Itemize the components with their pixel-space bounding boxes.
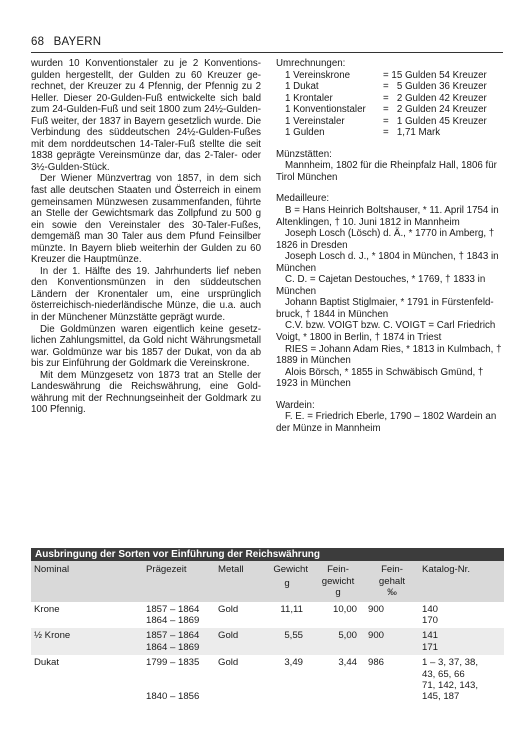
- cell-metall: Gold: [215, 628, 263, 655]
- page-header: [31, 36, 107, 48]
- conversion-value: = 15 Gulden 54 Kreuzer: [383, 69, 487, 81]
- cell-feingewicht: 5,00: [311, 628, 365, 655]
- cell-metall: Gold: [218, 657, 239, 669]
- medailleure-section: [276, 193, 504, 389]
- cell-feingewicht: 10,00: [332, 603, 357, 615]
- conversion-list: [276, 70, 504, 139]
- cell-gewicht: 5,55: [263, 628, 311, 655]
- paragraph: Mit dem Münzgesetz von 1873 trat an Stelle der Landeswährung die Reichswährung, eine Goldwährung mit der Rechnungseinheit der Goldmark zu 100 Pfennig.: [31, 369, 261, 416]
- conversion-unit: 1 Krontaler: [285, 92, 333, 104]
- medailleur-entry: B = Hans Heinrich Boltshauser, * 11. April 1754 in Altenklingen, † 10. Juni 1812 in Mannheim: [276, 205, 499, 228]
- cell-nominal: ½ Krone: [31, 628, 143, 655]
- cell-zeit: 1857 – 1864 1864 – 1869: [143, 628, 215, 655]
- cell-zeit: 1857 – 1864 1864 – 1869: [146, 603, 200, 627]
- right-column: [276, 58, 504, 434]
- umrechnungen-heading: Umrechnungen:: [276, 58, 346, 69]
- conversion-unit: 1 Vereinskrone: [285, 69, 351, 81]
- cell-katalog: 140 170: [422, 603, 439, 627]
- medailleur-entry: Joseph Losch d. J., * 1804 in München, † 1843 in München: [276, 251, 499, 274]
- table-row: [31, 655, 504, 705]
- col-gewicht-unit: g: [284, 577, 290, 589]
- col-gewicht-label: Gewicht: [273, 564, 308, 576]
- cell-zeit: 1799 – 1835 1840 – 1856: [146, 657, 200, 703]
- col-metall: Metall: [215, 561, 263, 601]
- left-column: [31, 58, 261, 416]
- cell-feingehalt: 900: [365, 628, 419, 655]
- ausbringung-table: [31, 548, 504, 705]
- conversion-value: = 5 Gulden 36 Kreuzer: [383, 81, 487, 93]
- table-row: [31, 628, 504, 655]
- col-nominal: Nominal: [31, 561, 143, 601]
- paragraph: Der Wiener Münzvertrag von 1857, in dem sich fast alle deutschen Staaten und Österreich in einem gemeinsamen Münzwesen zusammenfanden, führte an Stelle der Gewichtsmark das Zollpfund zu 500 g ein sowie den Vereinstaler des 30-Taler-Fußes, demgemäß man 30 Taler aus dem Pfund Feinsilber münzte. In Bayern blieb weiterhin der Gulden zu 60 Kreuzer die Hauptmünze.: [31, 173, 261, 266]
- paragraph: Die Goldmünzen waren eigentlich keine gesetzlichen Zahlungsmittel, da Gold nicht Währungsmetall war. Goldmünze war bis 1857 der Dukat, von da ab bis zur Einführung der Goldmark die Vereinskrone.: [31, 323, 261, 370]
- table-row: [31, 602, 504, 629]
- medailleur-entry: C. D. = Cajetan Destouches, * 1769, † 1833 in München: [276, 274, 486, 297]
- cell-nominal: Dukat: [34, 657, 60, 669]
- paragraph: In der 1. Hälfte des 19. Jahrhunderts lief neben den Konventionsmünzen in den süddeutschen Ländern der Kronentaler um, eine ursprünglich österreichisch-niederländische Münze, die u.a. auch in der Münchener Münzstätte geprägt wurde.: [31, 265, 261, 324]
- conversion-value: = 2 Gulden 42 Kreuzer: [383, 92, 487, 104]
- header-rule: [31, 52, 503, 53]
- table-title: Ausbringung der Sorten vor Einführung der Reichswährung: [31, 548, 504, 561]
- table-header-row: [31, 561, 504, 601]
- muenzstaetten-text: Mannheim, 1802 für die Rheinpfalz Hall, 1806 für Tirol München: [276, 160, 497, 183]
- cell-gewicht: 11,11: [280, 603, 303, 615]
- page-number: 68: [31, 36, 45, 48]
- cell-katalog: 1 – 3, 37, 38, 43, 65, 66 71, 142, 143, 145, 187: [422, 657, 479, 703]
- wardein-text: F. E. = Friedrich Eberle, 1790 – 1802 Wardein an der Münze in Mannheim: [276, 411, 497, 434]
- muenzstaetten-heading: Münzstätten:: [276, 148, 332, 160]
- cell-feingehalt: 986: [368, 657, 385, 669]
- col-feingewicht-label: Fein- gewicht: [321, 564, 355, 587]
- paragraph: wurden 10 Konventionstaler zu je 2 Konventionsgulden hergestellt, der Gulden zu 60 Kreuzer gerechnet, der Kreuzer zu 4 Pfennig, der Pfennig zu 2 Heller. Dieser 20-Gulden-Fuß entwickelte sich bald zum 24-Gulden-Fuß und seit 1800 zum 24½-Gulden-Fuß weiter, der 1837 in Bayern gesetzlich wurde. Die Verbindung des süddeutschen 24½-Gulden-Fußes mit dem norddeutschen 14-Taler-Fuß stellte die seit 1838 geprägte Vereinsmünze dar, das 2-Taler- oder 3½-Gulden-Stück.: [31, 58, 261, 173]
- medailleur-entry: RIES = Johann Adam Ries, * 1813 in Kulmbach, † 1889 in München: [276, 343, 502, 367]
- cell-feingehalt: 900: [368, 603, 385, 615]
- conversion-unit: 1 Vereinstaler: [285, 115, 345, 127]
- cell-katalog: 141 171: [419, 628, 504, 655]
- medailleur-entry: C.V. bzw. VOIGT bzw. C. VOIGT = Carl Friedrich Voigt, * 1800 in Berlin, † 1874 in Triest: [276, 320, 496, 344]
- col-feingehalt-unit: ‰: [387, 587, 397, 599]
- medailleur-entry: Joseph Losch (Lösch) d. Ä., * 1770 in Amberg, † 1826 in Dresden: [276, 228, 495, 251]
- cell-gewicht: 3,49: [284, 657, 303, 669]
- wardein-heading: Wardein:: [276, 399, 315, 411]
- cell-metall: Gold: [218, 603, 239, 615]
- medailleure-heading: Medailleure:: [276, 193, 330, 205]
- col-feingehalt: [365, 561, 419, 601]
- col-feingewicht: [311, 561, 365, 601]
- col-feingehalt-label: Fein- gehalt: [378, 564, 406, 587]
- conversion-unit: 1 Dukat: [285, 81, 319, 93]
- conversion-value: = 1,71 Mark: [383, 127, 441, 139]
- cell-feingewicht: 3,44: [338, 657, 357, 669]
- cell-nominal: Krone: [34, 603, 60, 615]
- col-gewicht: [263, 561, 311, 601]
- medailleur-entry: Johann Baptist Stiglmaier, * 1791 in Fürstenfeldbruck, † 1844 in München: [276, 297, 494, 320]
- conversion-value: = 2 Gulden 24 Kreuzer: [383, 104, 487, 116]
- col-katalog: Katalog-Nr.: [419, 561, 504, 601]
- col-feingewicht-unit: g: [335, 587, 341, 599]
- col-praegezeit: Prägezeit: [143, 561, 215, 601]
- conversion-unit: 1 Gulden: [285, 127, 325, 139]
- running-title: BAYERN: [53, 36, 102, 48]
- medailleur-entry: Alois Börsch, * 1855 in Schwäbisch Gmünd, † 1923 in München: [276, 366, 484, 390]
- wardein-section: [276, 400, 504, 435]
- conversion-value: = 1 Gulden 45 Kreuzer: [383, 115, 487, 127]
- conversion-unit: 1 Konventionstaler: [285, 104, 366, 116]
